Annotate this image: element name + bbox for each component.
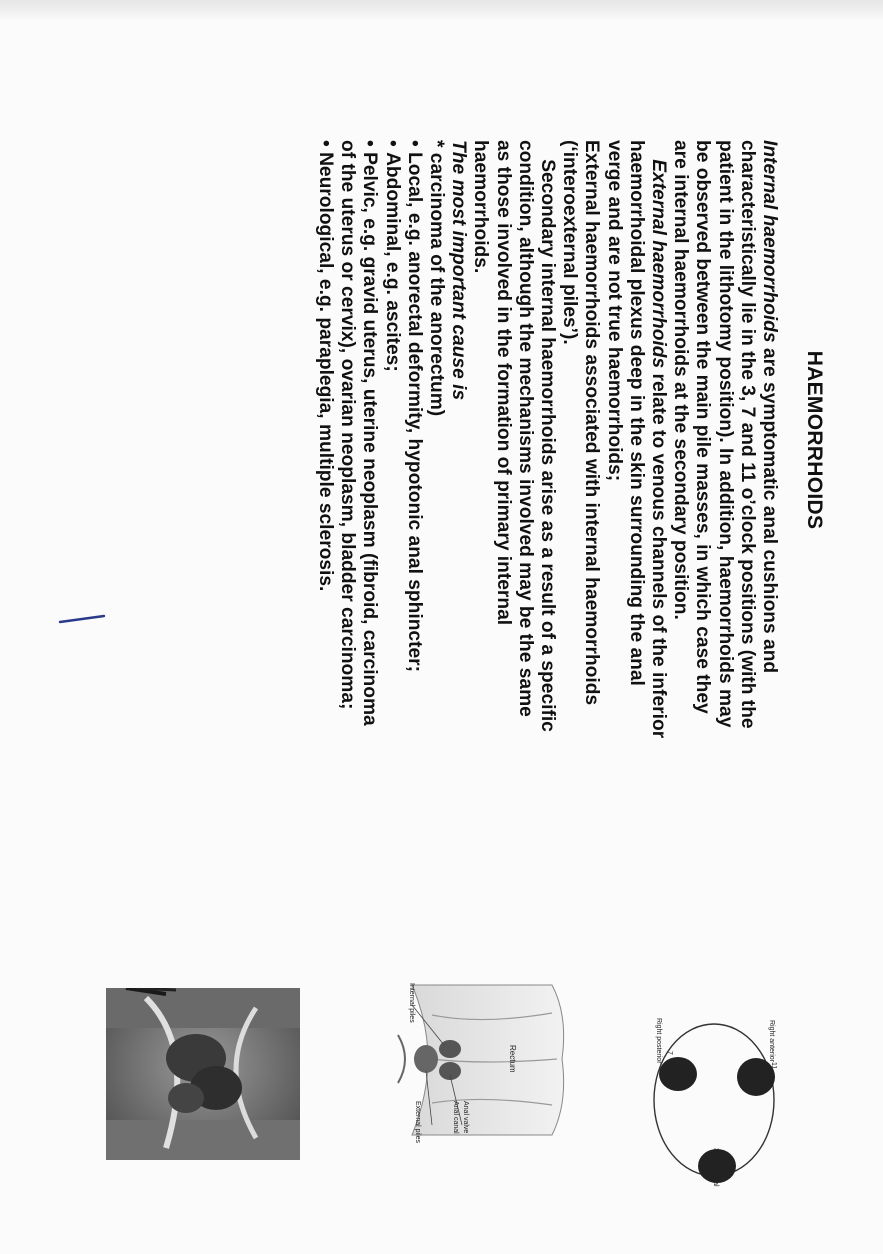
clinical-photograph: [106, 988, 300, 1160]
document-text-block: [266, 140, 826, 740]
label-7: 7: [666, 1051, 673, 1055]
paragraph-external-haemorrhoids: [602, 140, 669, 740]
label-11: 11: [770, 1062, 777, 1070]
label-internal-piles: Internal piles: [408, 983, 415, 1023]
scan-edge-shadow: [0, 0, 883, 22]
label-right-anterior: Right anterior: [768, 1020, 775, 1063]
internal-pile: [439, 1062, 461, 1080]
label-left-lateral: 3 Left lateral: [712, 1148, 719, 1187]
pile-right-anterior: [737, 1058, 775, 1096]
bullet-pelvic: • Pelvic, e.g. gravid uterus, uterine neoplasm (fibroid, carcinoma of the uterus or cervix), ovarian neoplasm, bladder carcinoma;: [336, 140, 380, 740]
page-title: HAEMORRHOIDS: [803, 350, 826, 530]
label-external-piles: External piles: [414, 1101, 421, 1144]
pile-right-posterior: [659, 1057, 697, 1091]
bullet-neurological: • Neurological, e.g. paraplegia, multiple sclerosis.: [314, 140, 336, 740]
label-right-posterior: Right posterior: [655, 1018, 662, 1064]
anal-verge: [398, 1035, 405, 1083]
pen-mark: [58, 612, 108, 630]
bullet-local: • Local, e.g. anorectal deformity, hypotonic anal sphincter;: [403, 140, 425, 740]
term-external-haemorrhoids: External haemorrhoids: [647, 159, 669, 369]
label-rectum: Rectum: [508, 1045, 517, 1073]
paragraph-carcinoma: * carcinoma of the anorectum): [425, 140, 447, 417]
term-internal-haemorrhoids: Internal haemorrhoids: [759, 140, 780, 343]
clock-position-diagram: [642, 1018, 782, 1188]
bullet-abdominal: • Abdominal, e.g. ascites;: [380, 140, 402, 740]
paragraph-interoexternal: External haemorrhoids associated with internal haemorrhoids (‘interoexternal piles’).: [559, 140, 603, 706]
paragraph-external-body: relate to venous channels of the inferior haemorrhoidal plexus deep in the skin surrounding the anal verge and are not true haemorrhoids;: [603, 140, 669, 739]
external-pile: [414, 1045, 438, 1073]
paragraph-internal-haemorrhoids: [669, 140, 780, 740]
paragraph-internal-body: are symptomatic anal cushions and characteristically lie in the 3, 7 and 11 o’clock positions (with the patient in the lithotomy position). In addition, haemorrhoids may be observed between the main pile masses, in which case they are internal haemorrhoids at the secondary position.: [670, 140, 780, 729]
paragraph-most-important-cause: The most important cause is: [448, 140, 470, 401]
label-anal-valve: Anal valve: [462, 1101, 469, 1134]
label-anal-canal: Anal canal: [452, 1101, 459, 1134]
anorectal-anatomy-diagram: [392, 975, 580, 1145]
paragraph-secondary: Secondary internal haemorrhoids arise as a result of a specific condition, although the mechanisms involved may be the same as those involved in the formation of primary internal haemorrhoids.: [470, 140, 558, 732]
